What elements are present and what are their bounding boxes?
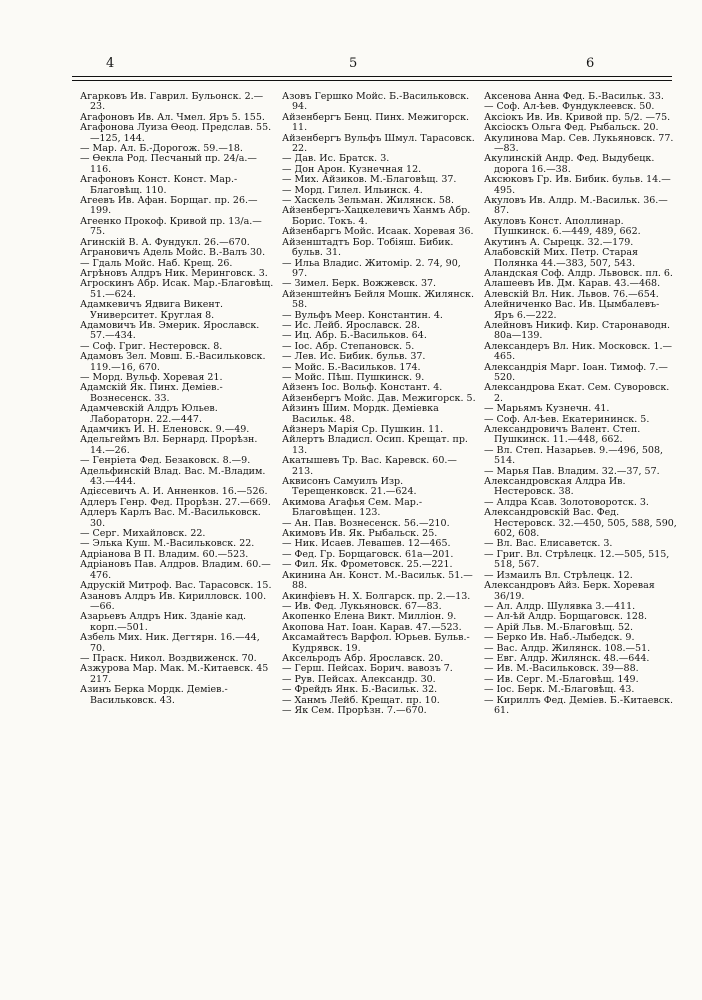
directory-entry: — Мойс. Пѣш. Пушкинск. 9. <box>282 371 425 383</box>
directory-entry: — Евг. Алдр. Жилянск. 48.—644. <box>484 652 650 664</box>
directory-entry: — Вульфъ Меер. Константин. 4. <box>282 309 443 321</box>
directory-entry: — Соф. Ал-ѣев. Екатерининск. 5. <box>484 413 650 425</box>
directory-entry: Агроскинъ Абр. Исак. Мар.-Благовѣщ. 51.—624. <box>80 278 274 300</box>
directory-entry: Александрова Екат. Сем. Суворовск. 2. <box>484 382 670 404</box>
directory-entry: — Морд. Гилел. Ильинск. 4. <box>282 184 423 196</box>
directory-entry: — Морд. Вульф. Хоревая 21. <box>80 371 223 383</box>
directory-entry: Адельфинскій Влад. Вас. М.-Владим. 43.—444. <box>80 465 266 488</box>
directory-entry: Акуловъ Конст. Аполлинар. Пушкинск. 6.—449, 489, 662. <box>484 215 641 238</box>
directory-entry: Алевскій Вл. Ник. Львов. 76.—654. <box>484 288 659 300</box>
directory-entry: — Фил. Як. Фрометовск. 25.—221. <box>282 559 453 571</box>
directory-entry: Адельгеймъ Вл. Бернард. Прорѣзн. 14.—26. <box>80 434 258 456</box>
directory-entry: Агафонова Луиза Өеод. Предслав. 55.—125, 144. <box>80 122 272 144</box>
directory-entry: Александрія Марг. Іоан. Тимоф. 7.—520. <box>484 361 668 383</box>
directory-entry: — Ильа Владис. Житомір. 2. 74, 90, 97. <box>282 257 461 279</box>
directory-entry: Акимова Агафья Сем. Мар.-Благовѣщен. 123. <box>282 496 423 519</box>
directory-entry: — Іос. Берк. М.-Благовѣщ. 43. <box>484 684 635 696</box>
directory-entry: — Вл. Степ. Назарьев. 9.—496, 508, 514. <box>484 444 664 467</box>
directory-entry: Акатышевъ Тр. Вас. Каревск. 60.—213. <box>282 455 457 477</box>
directory-entry: Агрѣновъ Алдръ Ник. Меринговск. 3. <box>80 267 268 279</box>
directory-entry: Азарьевъ Алдръ Ник. Зданіе кад. корп.—501. <box>80 611 247 633</box>
header-rule-thin <box>72 80 672 81</box>
directory-entry: Акулинскій Андр. Фед. Выдубецк. дорога 16.—38. <box>484 153 655 175</box>
directory-entry: Агарковъ Ив. Гаврил. Бульонск. 2.—23. <box>80 92 264 113</box>
directory-entry: Айзинъ Шим. Мордк. Деміевка Васильк. 48. <box>282 403 439 425</box>
directory-entry: — Арій Льв. М.-Благовѣщ. 52. <box>484 621 634 633</box>
directory-entry: Акулинова Мар. Сев. Лукьяновск. 77.—83. <box>484 132 674 155</box>
directory-entry: — Өекла Род. Песчаный пр. 24/а.—116. <box>80 153 257 175</box>
directory-entry: Александровская Алдра Ив. Нестеровск. 38. <box>484 476 626 498</box>
directory-entry: — Хаскель Зельман. Жилянск. 58. <box>282 195 454 207</box>
directory-entry: Александровичъ Валент. Степ. Пушкинск. 11.—448, 662. <box>484 424 641 446</box>
directory-entry: Агафоновъ Ив. Ал. Чмел. Яръ 5. 155. <box>80 111 265 123</box>
directory-entry: Адієсевичъ А. И. Анненков. 16.—526. <box>80 486 268 498</box>
directory-entry: — Иц. Абр. Б.-Васильков. 64. <box>282 330 427 342</box>
directory-entry: Агинскій В. А. Фундукл. 26.—670. <box>80 236 250 248</box>
directory-entry: Аландская Соф. Алдр. Львовск. пл. 6. <box>484 267 673 279</box>
directory-entry: Александеръ Вл. Ник. Московск. 1.—465. <box>484 340 673 363</box>
directory-entry: — Берко Ив. Наб.-Лыбедск. 9. <box>484 632 635 644</box>
directory-entry: — Соф. Григ. Нестеровск. 8. <box>80 340 223 352</box>
directory-entry: Акимовъ Ив. Як. Рыбальск. 25. <box>282 528 438 540</box>
directory-entry: — Гдаль Мойс. Наб. Крещ. 26. <box>80 257 233 269</box>
directory-entry: Айзенштейнъ Бейля Мошк. Жилянск. 58. <box>282 288 474 311</box>
directory-entry: Акопенко Елена Викт. Милліон. 9. <box>282 611 457 623</box>
directory-entry: — Ал-ѣй Алдр. Борщаговск. 128. <box>484 611 648 623</box>
column-2 <box>278 92 480 992</box>
directory-entry: Адріановъ Пав. Алдров. Владим. 60.—476. <box>80 559 271 581</box>
directory-entry: Айзенбаргъ Мойс. Исаак. Хоревая 36. <box>282 226 474 238</box>
directory-entry: Айзенбергъ Мойс. Дав. Межигорск. 5. <box>282 392 476 404</box>
directory-entry: Адамовичъ Ив. Эмерик. Ярославск. 57.—434. <box>80 319 260 342</box>
directory-entry: — Як Сем. Прорѣзн. 7.—670. <box>282 704 427 716</box>
directory-entry: Айлертъ Владисл. Осип. Крещат. пр. 13. <box>282 434 468 456</box>
directory-entry: Акинфіевъ Н. Х. Болгарск. пр. 2.—13. <box>282 590 471 602</box>
directory-entry: Аксіоскъ Ольга Фед. Рыбальск. 20. <box>484 122 659 134</box>
directory-entry: Айзенштадтъ Бор. Тобіяш. Бибик. бульв. 31. <box>282 236 454 259</box>
directory-entry: Алабовскій Мих. Петр. Старая Полянка 44.—383, 507, 543. <box>484 247 638 269</box>
directory-entry: Александровъ Айз. Берк. Хоревая 36/19. <box>484 580 655 602</box>
page-number-left: 4 <box>106 56 115 71</box>
directory-entry: — Ал. Алдр. Шулявка 3.—411. <box>484 600 636 612</box>
directory-entry: — Вас. Алдр. Жилянск. 108.—51. <box>484 642 651 654</box>
directory-entry: — Праск. Никол. Воздвиженск. 70. <box>80 652 257 664</box>
directory-entry: Агафоновъ Конст. Конст. Мар.-Благовѣщ. 110. <box>80 174 238 196</box>
directory-entry: — Марьямъ Кузнечн. 41. <box>484 403 610 415</box>
header-rule-thick <box>72 76 672 77</box>
directory-entry: — Зимел. Берк. Вожжевск. 37. <box>282 278 437 290</box>
column-3 <box>480 92 682 992</box>
directory-entry: — Мойс. Б.-Васильков. 174. <box>282 361 421 373</box>
directory-entry: Азбель Мих. Ник. Дегтярн. 16.—44, 70. <box>80 632 260 654</box>
directory-entry: — Лев. Ис. Бибик. бульв. 37. <box>282 351 426 363</box>
directory-entry: Аксамайтесъ Варфол. Юрьев. Бульв.-Кудрявск. 19. <box>282 632 470 654</box>
directory-entry: — Рув. Пейсах. Александр. 30. <box>282 673 436 685</box>
directory-entry: — Фрейдъ Янк. Б.-Васильк. 32. <box>282 684 438 696</box>
directory-entry: — Ив. М.-Васильковск. 39—88. <box>484 663 639 675</box>
directory-entry: — Вл. Вас. Елисаветск. 3. <box>484 538 613 550</box>
column-1 <box>80 92 278 992</box>
directory-entry: — Генріета Фед. Безаковск. 8.—9. <box>80 455 251 467</box>
directory-entry: — Ник. Исаев. Левашев. 12—465. <box>282 538 451 550</box>
directory-entry: Адамчевскій Алдръ Юльев. Лабораторн. 22.—447. <box>80 403 218 425</box>
directory-entry: Айзенбергъ Вульфъ Шмул. Тарасовск. 22. <box>282 132 475 155</box>
directory-entry: Адлеръ Генр. Фед. Прорѣзн. 27.—669. <box>80 496 271 508</box>
directory-entry: — Ханмъ Лейб. Крещат. пр. 10. <box>282 694 440 706</box>
directory-entry: Аквисонъ Самуилъ Изр. Терещенковск. 21.—624. <box>282 476 417 498</box>
directory-entry: — Марья Пав. Владим. 32.—37, 57. <box>484 465 660 477</box>
columns <box>80 92 682 992</box>
page-number-right: 6 <box>586 56 595 71</box>
directory-entry: Айзенбергъ-Хацкелевичъ Ханмъ Абр. Борис. Токъ. 4. <box>282 205 471 227</box>
directory-entry: Айзенъ Іос. Вольф. Констант. 4. <box>282 382 443 394</box>
directory-entry: — Серг. Михайловск. 22. <box>80 528 206 540</box>
directory-entry: Айзнеръ Марія Ср. Пушкин. 11. <box>282 424 444 435</box>
directory-entry: — Ан. Пав. Вознесенск. 56.—210. <box>282 517 450 529</box>
page-number-center: 5 <box>349 56 358 71</box>
directory-entry: Алашеевъ Ив. Дм. Карав. 43.—468. <box>484 278 661 290</box>
directory-entry: Адамскій Як. Пинх. Деміев.-Вознесенск. 33. <box>80 382 223 404</box>
directory-entry: Акуловъ Ив. Алдр. М.-Васильк. 36.—87. <box>484 195 668 217</box>
directory-entry: Адамчикъ И. Н. Еленовск. 9.—49. <box>80 424 250 435</box>
directory-entry: — Соф. Ал-ѣев. Фундуклеевск. 50. <box>484 101 655 113</box>
directory-entry: — Элька Куш. М.-Васильковск. 22. <box>80 538 255 550</box>
directory-entry: Азинъ Берка Мордк. Деміев.-Васильковск. 43. <box>80 684 228 706</box>
directory-entry: Александровскій Вас. Фед. Нестеровск. 32.—450, 505, 588, 590, 602, 608. <box>484 507 677 540</box>
directory-entry: Адріанова В П. Владим. 60.—523. <box>80 548 249 560</box>
directory-entry: — Кириллъ Фед. Деміев. Б.-Китаевск. 61. <box>484 694 673 716</box>
directory-entry: Агеенко Прокоф. Кривой пр. 13/а.—75. <box>80 215 262 238</box>
directory-entry: Аксіокъ Ив. Ив. Кривой пр. 5/2. —75. <box>484 111 671 123</box>
directory-entry: Азжурова Мар. Мак. М.-Китаевск. 45 217. <box>80 663 269 685</box>
directory-entry: Агеевъ Ив. Афан. Борщаг. пр. 26.—199. <box>80 195 258 217</box>
directory-entry: Адамовъ Зел. Мовш. Б.-Васильковск. 119.—16, 670. <box>80 351 266 373</box>
directory-entry: — Дон Арон. Кузнечная 12. <box>282 163 422 175</box>
directory-entry: — Мих. Айзиков. М.-Благовѣщ. 37. <box>282 174 457 186</box>
directory-entry: — Мар. Ал. Б.-Дорогож. 59.—18. <box>80 143 243 155</box>
directory-entry: Аксюковъ Гр. Ив. Бибик. бульв. 14.—495. <box>484 174 671 196</box>
directory-entry: — Іос. Абр. Степановск. 5. <box>282 340 415 352</box>
directory-entry: Азановъ Алдръ Ив. Кирилловск. 100.—66. <box>80 590 267 612</box>
directory-entry: Аксенова Анна Фед. Б.-Васильк. 33. <box>484 92 664 102</box>
directory-entry: Аграновичъ Адель Мойс. В.-Валъ 30. <box>80 247 266 259</box>
directory-entry: Аксельродъ Абр. Ярославск. 20. <box>282 652 444 664</box>
directory-entry: Акутинъ А. Сырецк. 32.—179. <box>484 236 634 248</box>
directory-entry: — Фед. Гр. Борщаговск. 61а—201. <box>282 548 454 560</box>
directory-entry: Адамкевичъ Ядвига Викент. Университет. Круглая 8. <box>80 299 224 321</box>
directory-entry: Алейниченко Вас. Ив. Цымбалевъ-Яръ 6.—222. <box>484 299 660 321</box>
directory-entry: Азовъ Гершко Мойс. Б.-Васильковск. 94. <box>282 92 470 113</box>
directory-entry: — Ис. Лейб. Ярославск. 28. <box>282 319 421 331</box>
directory-entry: — Григ. Вл. Стрѣлецк. 12.—505, 515, 518, 567. <box>484 548 670 571</box>
directory-entry: — Измаилъ Вл. Стрѣлецк. 12. <box>484 569 633 581</box>
directory-entry: Алейновъ Никиф. Кир. Старонаводн. 80а—139. <box>484 319 671 342</box>
directory-entry: Айзенбергъ Бенц. Пинх. Межигорск. 11. <box>282 111 470 134</box>
directory-entry: — Герш. Пейсах. Борич. вавозъ 7. <box>282 663 453 675</box>
directory-entry: — Алдра Ксав. Золотоворотск. 3. <box>484 496 649 508</box>
directory-entry: Адрускій Митроф. Вас. Тарасовск. 15. <box>80 580 272 592</box>
directory-entry: Акопова Нат. Іоан. Карав. 47.—523. <box>282 621 462 633</box>
directory-entry: Адлеръ Карлъ Вас. М.-Васильковск. 30. <box>80 507 261 529</box>
directory-entry: — Дав. Ис. Братск. 3. <box>282 153 390 165</box>
directory-entry: — Ив. Серг. М.-Благовѣщ. 149. <box>484 673 639 685</box>
directory-entry: Акинина Ан. Конст. М.-Васильк. 51.—88. <box>282 569 473 592</box>
directory-entry: — Ив. Фед. Лукьяновск. 67—83. <box>282 600 442 612</box>
